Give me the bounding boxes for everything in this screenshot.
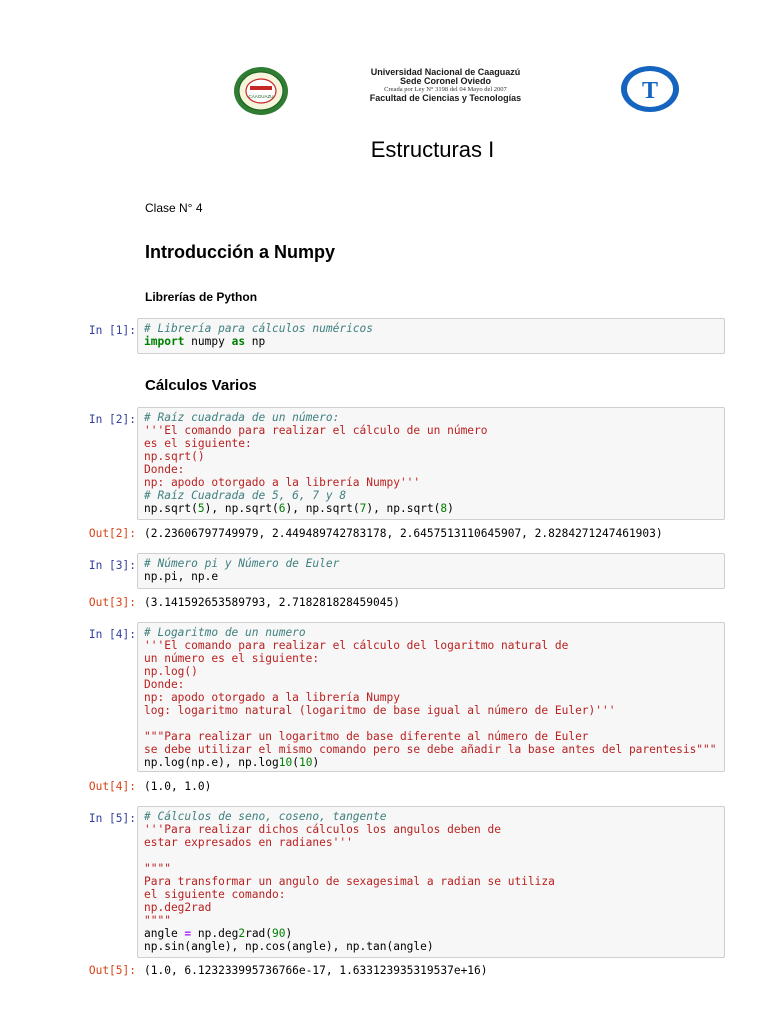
code-line [144,570,718,583]
code-string: es el siguiente: [144,437,252,450]
code-number: 8 [440,502,448,515]
code-line [144,678,718,691]
code-keyword: import [144,335,185,348]
code-line [144,875,718,888]
cell-3-output: (3.141592653589793, 2.718281828459045) [144,596,400,609]
code-comment: # Cálculos de seno, coseno, tangente [144,810,387,823]
code-line [144,639,718,652]
university-name: Universidad Nacional de Caaguazú [370,67,521,77]
code-cell-1-source[interactable] [138,319,724,351]
cell-2-output: (2.23606797749979, 2.449489742783178, 2.6457513110645907, 2.8284271247461903) [144,527,663,540]
code-token: ) [447,502,454,515]
code-string: """Para realizar un logaritmo de base diferente al número de Euler [144,730,589,743]
subheading-libraries: Librerías de Python [145,290,258,304]
creation-law: Creada por Ley N° 3198 del 04 Mayo del 2007 [384,85,507,93]
code-line [144,652,718,665]
code-number: 6 [278,502,286,515]
code-token: ), np.sqrt( [285,502,360,515]
code-line [144,476,718,489]
code-number: 10 [298,756,313,769]
code-string: un número es el siguiente: [144,652,320,665]
subheading-calculations: Cálculos Varios [145,377,257,394]
code-number: 2 [238,927,246,940]
code-token: ) [285,927,293,940]
code-cell-5-source[interactable] [138,807,724,956]
code-number: 10 [278,756,293,769]
code-token: ), np.sqrt( [204,502,279,515]
university-seal-logo [233,66,289,116]
code-line [144,691,718,704]
code-line [144,940,718,953]
code-token: np.deg [191,927,239,940]
cell-5-output: (1.0, 6.123233995736766e-17, 1.633123935319537e+16) [144,964,488,977]
code-token: np.sqrt( [144,502,198,515]
code-string: Donde: [144,463,185,476]
code-string: '''El comando para realizar el cálculo del logaritmo natural de [144,639,569,652]
code-number: 7 [359,502,367,515]
code-string: '''Para realizar dichos cálculos los angulos deben de [144,823,501,836]
cell-3-out-prompt: Out[3]: [88,596,136,609]
logo-right-text: T [641,78,659,104]
code-operator: = [184,927,192,940]
code-string: np: apodo otorgado a la librería Numpy''' [144,476,421,489]
code-token: angle [144,927,185,940]
code-string: np.sqrt() [144,450,205,463]
code-line [144,450,718,463]
faculty-name: Facultad de Ciencias y Tecnologías [369,92,522,103]
code-line [144,489,718,502]
code-cell-1[interactable] [137,318,725,354]
code-string: np.log() [144,665,198,678]
code-line [144,888,718,901]
code-string: log: logaritmo natural (logaritmo de base igual al número de Euler)''' [144,704,616,717]
code-token: ( [292,756,299,769]
code-line [144,424,718,437]
code-cell-4[interactable] [137,622,725,772]
code-cell-3-source[interactable] [138,554,724,586]
cell-2-out-prompt: Out[2]: [88,527,136,540]
document-title: Estructuras I [370,137,495,162]
code-token: rad( [245,927,273,940]
code-line [144,849,718,862]
code-line [144,665,718,678]
code-token: numpy [184,335,232,348]
code-string: """" [144,862,171,875]
code-line [144,927,718,940]
code-line [144,502,718,515]
code-line [144,437,718,450]
campus-name: Sede Coronel Oviedo [399,76,492,87]
code-line [144,322,718,335]
code-line [144,743,718,756]
code-token: np.sin(angle), np.cos(angle), np.tan(angle) [144,940,434,953]
code-number: 5 [197,502,205,515]
cell-4-output: (1.0, 1.0) [144,780,212,793]
code-token: np [245,335,266,348]
logo-left-text: CAAGUAZU [248,94,274,99]
cell-3-in-prompt: In [3]: [88,559,136,572]
code-line [144,704,718,717]
document-header [0,60,768,120]
code-comment: # Librería para cálculos numéricos [144,322,374,335]
code-line [144,810,718,823]
code-comment: # Logaritmo de un numero [144,626,306,639]
code-string: Para transformar un angulo de sexagesimal a radian se utiliza [144,875,555,888]
code-string: Donde: [144,678,185,691]
code-string: el siguiente comando: [144,888,286,901]
code-comment: # Número pi y Número de Euler [144,557,340,570]
code-cell-2-source[interactable] [138,408,724,518]
code-line [144,862,718,875]
code-line [144,717,718,730]
code-string: '''El comando para realizar el cálculo de un número [144,424,488,437]
code-string: np: apodo otorgado a la librería Numpy [144,691,400,704]
cell-5-in-prompt: In [5]: [88,812,136,825]
code-cell-3[interactable] [137,553,725,589]
code-token: ) [312,756,320,769]
code-line [144,730,718,743]
faculty-logo [620,65,680,113]
cell-2-in-prompt: In [2]: [88,413,136,426]
cell-4-out-prompt: Out[4]: [88,780,136,793]
university-info [358,68,533,103]
code-string: se debe utilizar el mismo comando pero se debe añadir la base antes del parentesis""" [144,743,717,756]
code-comment: # Raíz cuadrada de un número: [144,411,340,424]
code-line [144,756,718,769]
code-line [144,836,718,849]
code-keyword: as [231,335,246,348]
code-token: ), np.sqrt( [366,502,441,515]
code-cell-4-source[interactable] [138,623,724,772]
code-string: """" [144,914,171,927]
code-line [144,626,718,639]
code-token: np.pi, np.e [144,570,219,583]
cell-4-in-prompt: In [4]: [88,628,136,641]
code-line [144,914,718,927]
code-string: np.deg2rad [144,901,212,914]
code-line [144,335,718,348]
code-cell-2[interactable] [137,407,725,520]
code-token: np.log(np.e), np.log [144,756,279,769]
code-line [144,557,718,570]
code-line [144,411,718,424]
class-number: Clase N° 4 [145,201,203,215]
code-number: 90 [272,927,286,940]
code-cell-5[interactable] [137,806,725,958]
code-string: estar expresados en radianes''' [144,836,353,849]
code-comment: # Raíz Cuadrada de 5, 6, 7 y 8 [144,489,347,502]
code-line [144,463,718,476]
code-line [144,823,718,836]
section-heading: Introducción a Numpy [145,242,336,262]
cell-1-in-prompt: In [1]: [88,324,136,337]
code-line [144,901,718,914]
cell-5-out-prompt: Out[5]: [88,964,136,977]
